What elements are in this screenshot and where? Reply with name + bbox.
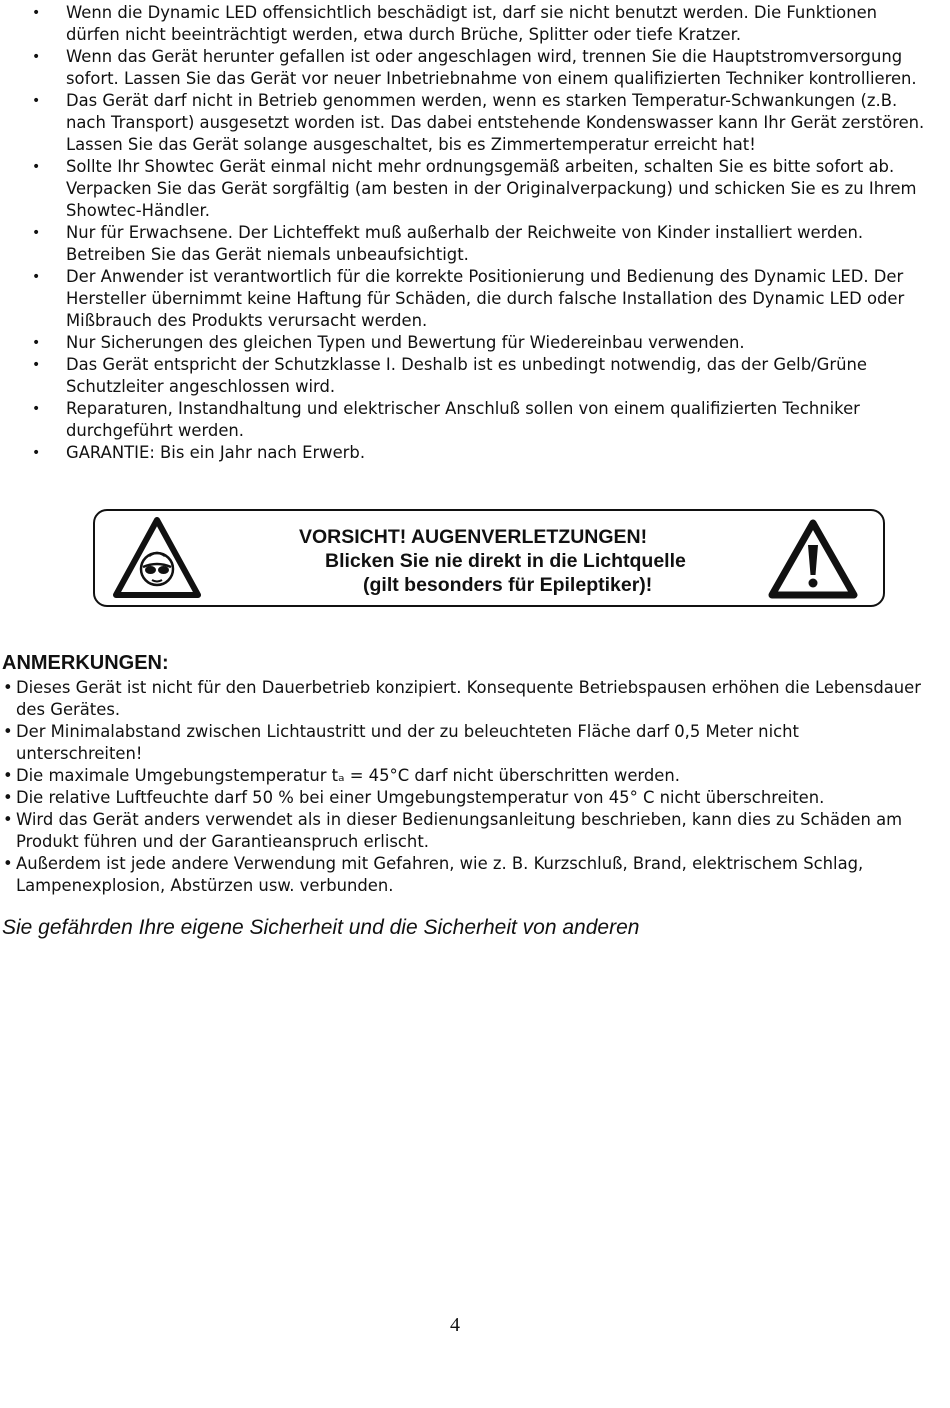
bullet-dot: • bbox=[32, 445, 41, 461]
notes-list bbox=[0, 677, 930, 897]
bullet-dot: • bbox=[32, 269, 41, 285]
list-item bbox=[0, 46, 930, 90]
list-item-text: Die relative Luftfeuchte darf 50 % bei einer Umgebungstemperatur von 45° C nicht überschreiten. bbox=[16, 788, 825, 807]
bullet-dot: • bbox=[3, 766, 13, 785]
list-item-text: Sollte Ihr Showtec Gerät einmal nicht mehr ordnungsgemäß arbeiten, schalten Sie es bitte sofort ab. Verpacken Sie das Gerät sorgfältig (am besten in der Originalverpackung) und schicken Sie es zu Ihrem Showtec-Händler. bbox=[66, 157, 917, 220]
list-item-text: Nur für Erwachsene. Der Lichteffekt muß außerhalb der Reichweite von Kinder installiert werden. Betreiben Sie das Gerät niemals unbeaufsichtigt. bbox=[66, 223, 864, 264]
bullet-dot: • bbox=[3, 678, 13, 697]
page-number: 4 bbox=[450, 1314, 460, 1336]
list-item bbox=[0, 398, 930, 442]
warning-line: Blicken Sie nie direkt in die Lichtquelle bbox=[325, 550, 686, 572]
exclamation-warning-icon bbox=[768, 519, 858, 599]
list-item-text: Wenn die Dynamic LED offensichtlich beschädigt ist, darf sie nicht benutzt werden. Die Funktionen dürfen nicht beeinträchtigt werden, etwa durch Brüche, Splitter oder tiefe Kratzer. bbox=[66, 3, 878, 44]
list-item-text: Dieses Gerät ist nicht für den Dauerbetrieb konzipiert. Konsequente Betriebspausen erhöhen die Lebensdauer des Gerätes. bbox=[16, 678, 921, 719]
list-item-text: Wenn das Gerät herunter gefallen ist oder angeschlagen wird, trennen Sie die Hauptstromversorgung sofort. Lassen Sie das Gerät vor neuer Inbetriebnahme von einem qualifizierten Techniker kontrollieren. bbox=[66, 47, 917, 88]
list-item bbox=[0, 809, 930, 853]
eye-protection-warning-icon bbox=[113, 517, 201, 599]
list-item bbox=[0, 765, 930, 787]
bullet-dot: • bbox=[3, 854, 13, 873]
warning-text bbox=[295, 525, 725, 597]
list-item-text: Die maximale Umgebungstemperatur tₐ = 45°C darf nicht überschritten werden. bbox=[16, 766, 680, 785]
list-item bbox=[0, 442, 930, 464]
list-item bbox=[0, 266, 930, 332]
list-item bbox=[0, 354, 930, 398]
bullet-dot: • bbox=[32, 93, 41, 109]
bullet-dot: • bbox=[3, 722, 13, 741]
bullet-dot: • bbox=[32, 335, 41, 351]
bullet-dot: • bbox=[32, 401, 41, 417]
warning-line: (gilt besonders für Epileptiker)! bbox=[363, 574, 653, 596]
list-item bbox=[0, 677, 930, 721]
list-item bbox=[0, 787, 930, 809]
list-item bbox=[0, 90, 930, 156]
list-item bbox=[0, 2, 930, 46]
list-item-text: Der Anwender ist verantwortlich für die korrekte Positionierung und Bedienung des Dynamic LED. Der Hersteller übernimmt keine Haftung für Schäden, die durch falsche Installation des Dynamic LED oder Mißbrauch des Produkts verursacht werden. bbox=[66, 267, 905, 330]
notes-heading: ANMERKUNGEN: bbox=[2, 652, 169, 674]
bullet-dot: • bbox=[32, 225, 41, 241]
list-item-text: Reparaturen, Instandhaltung und elektrischer Anschluß sollen von einem qualifizierten Techniker durchgeführt werden. bbox=[66, 399, 860, 440]
list-item-text: Wird das Gerät anders verwendet als in dieser Bedienungsanleitung beschrieben, kann dies zu Schäden am Produkt führen und der Garantieanspruch erlischt. bbox=[16, 810, 903, 851]
bullet-dot: • bbox=[32, 159, 41, 175]
bullet-dot: • bbox=[32, 5, 41, 21]
warning-heading: VORSICHT! AUGENVERLETZUNGEN! bbox=[299, 526, 648, 548]
list-item-text: Das Gerät entspricht der Schutzklasse I. Deshalb ist es unbedingt notwendig, das der Gelb/Grüne Schutzleiter angeschlossen wird. bbox=[66, 355, 867, 396]
list-item bbox=[0, 156, 930, 222]
list-item-text: Der Minimalabstand zwischen Lichtaustritt und der zu beleuchteten Fläche darf 0,5 Meter nicht unterschreiten! bbox=[16, 722, 799, 763]
bullet-dot: • bbox=[32, 49, 41, 65]
list-item-text: Außerdem ist jede andere Verwendung mit Gefahren, wie z. B. Kurzschluß, Brand, elektrischem Schlag, Lampenexplosion, Abstürzen usw. verbunden. bbox=[16, 854, 864, 895]
safety-bullet-list bbox=[0, 2, 930, 464]
closing-statement: Sie gefährden Ihre eigene Sicherheit und die Sicherheit von anderen bbox=[2, 916, 640, 939]
list-item bbox=[0, 222, 930, 266]
bullet-dot: • bbox=[3, 788, 13, 807]
list-item bbox=[0, 721, 930, 765]
list-item-text: GARANTIE: Bis ein Jahr nach Erwerb. bbox=[66, 443, 366, 462]
list-item bbox=[0, 332, 930, 354]
eye-injury-warning-box bbox=[93, 509, 885, 607]
list-item bbox=[0, 853, 930, 897]
bullet-dot: • bbox=[32, 357, 41, 373]
list-item-text: Das Gerät darf nicht in Betrieb genommen werden, wenn es starken Temperatur-Schwankungen (z.B. nach Transport) ausgesetzt worden ist. Das dabei entstehende Kondenswasser kann Ihr Gerät zerstören. Lassen Sie das Gerät solange ausgeschaltet, bis es Zimmertemperatur erreicht hat! bbox=[66, 91, 925, 154]
bullet-dot: • bbox=[3, 810, 13, 829]
list-item-text: Nur Sicherungen des gleichen Typen und Bewertung für Wiedereinbau verwenden. bbox=[66, 333, 745, 352]
